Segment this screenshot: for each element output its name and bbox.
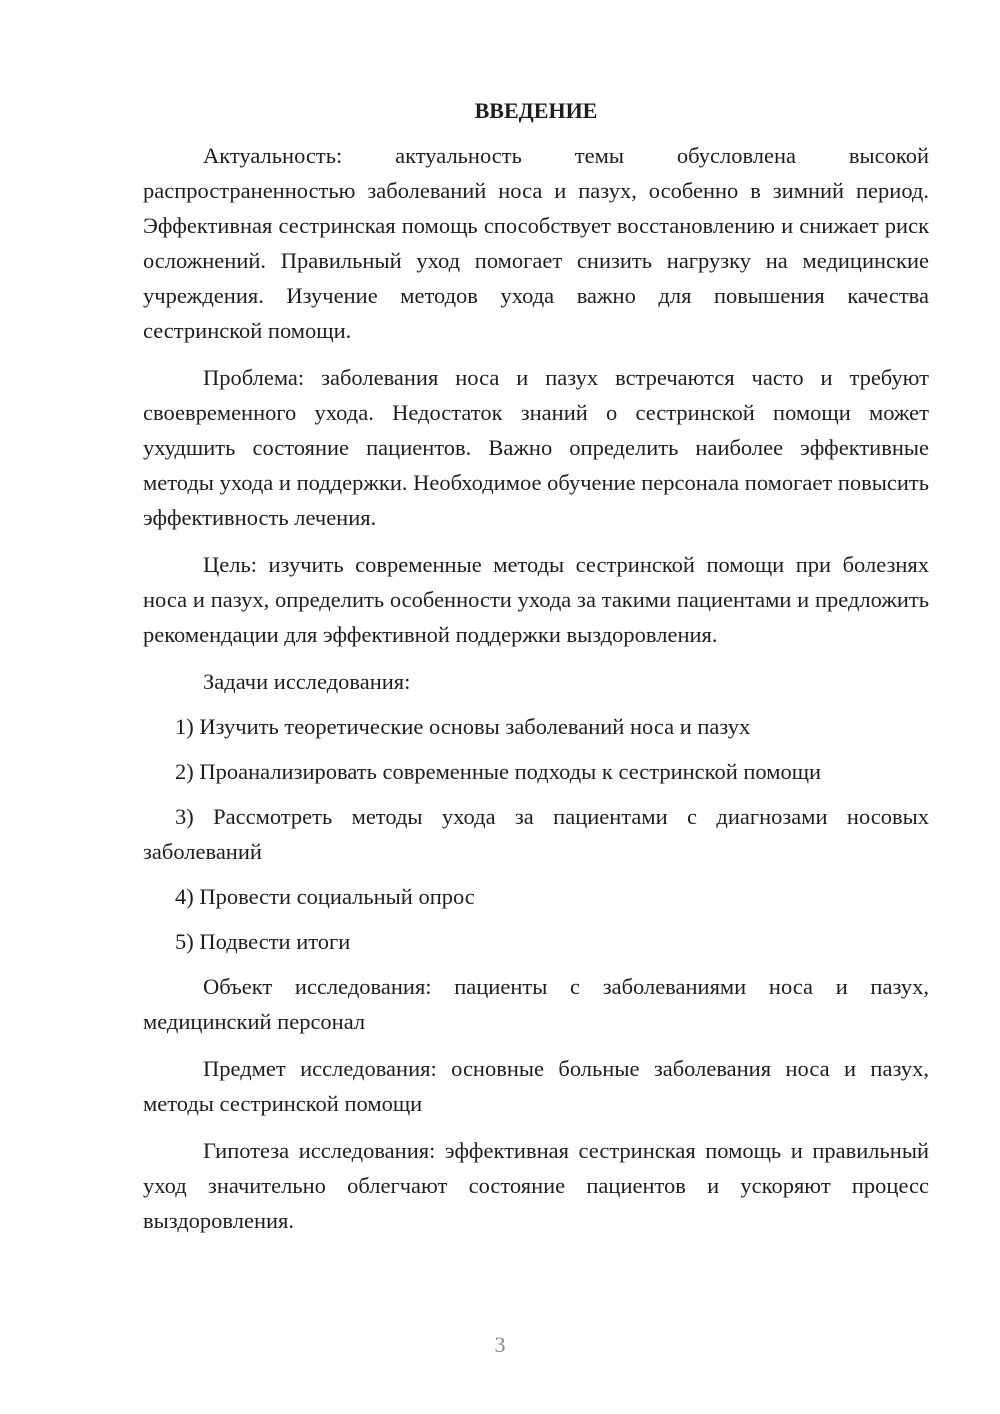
list-item: 5) Подвести итоги (175, 929, 351, 954)
paragraph-problem: Проблема: заболевания носа и пазух встречаются часто и требуют своевременного ухода. Недостаток знаний о сестринской помощи может ухудшить состояние пациентов. Важно определить наиболее эффективные методы ухода и поддержки. Необходимое обучение персонала помогает повысить эффективность лечения. (143, 365, 929, 530)
list-item: 1) Изучить теоретические основы заболеваний носа и пазух (175, 714, 751, 739)
paragraph-object: Объект исследования: пациенты с заболеваниями носа и пазух, медицинский персонал (143, 974, 929, 1034)
page-title: ВВЕДЕНИЕ (474, 98, 598, 123)
paragraph-goal: Цель: изучить современные методы сестринской помощи при болезнях носа и пазух, определить особенности ухода за такими пациентами и предложить рекомендации для эффективной поддержки выздоровления. (143, 552, 929, 647)
tasks-list (143, 709, 929, 959)
paragraph-hypothesis: Гипотеза исследования: эффективная сестринская помощь и правильный уход значительно облегчают состояние пациентов и ускоряют процесс выздоровления. (143, 1138, 929, 1233)
list-item: 4) Провести социальный опрос (175, 884, 475, 909)
list-item: 2) Проанализировать современные подходы к сестринской помощи (175, 759, 822, 784)
page-content (143, 96, 929, 1250)
page-number: 3 (494, 1332, 506, 1357)
list-item: 3) Рассмотреть методы ухода за пациентами с диагнозами носовых заболеваний (143, 804, 929, 864)
paragraph-subject: Предмет исследования: основные больные заболевания носа и пазух, методы сестринской помощи (143, 1056, 929, 1116)
paragraph-relevance: Актуальность: актуальность темы обусловлена высокой распространенностью заболеваний носа и пазух, особенно в зимний период. Эффективная сестринская помощь способствует восстановлению и снижает риск осложнений. Правильный уход помогает снизить нагрузку на медицинские учреждения. Изучение методов ухода важно для повышения качества сестринской помощи. (143, 143, 929, 343)
tasks-label: Задачи исследования: (203, 669, 411, 694)
